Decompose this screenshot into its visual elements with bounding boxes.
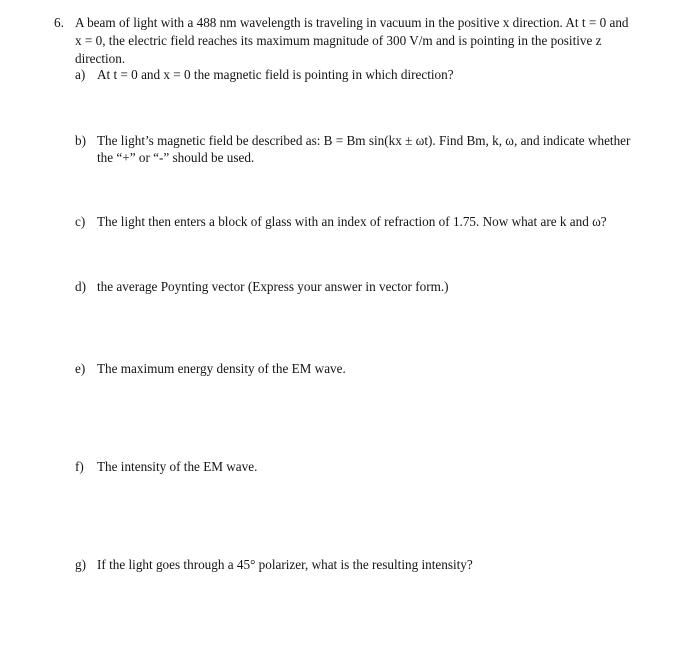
- problem-line: x = 0, the electric field reaches its maximum magnitude of 300 V/m and is pointing in the positive z: [75, 33, 602, 48]
- part-text: the average Poynting vector (Express your answer in vector form.): [97, 279, 449, 294]
- problem-statement: [75, 14, 675, 68]
- part-text: The light’s magnetic field be described as: B = Bm sin(kx ± ωt). Find Bm, k, ω, and indicate whether: [97, 133, 631, 148]
- question-part-g: [75, 556, 473, 573]
- part-label: b): [75, 133, 86, 148]
- part-label: c): [75, 214, 86, 229]
- part-label: d): [75, 279, 86, 294]
- problem-number: 6.: [54, 15, 64, 30]
- question-part-a: [75, 66, 454, 83]
- part-label: a): [75, 67, 86, 82]
- part-label: e): [75, 361, 86, 376]
- problem-line: direction.: [75, 51, 126, 66]
- part-text: If the light goes through a 45° polarizer, what is the resulting intensity?: [97, 557, 473, 572]
- part-text: The intensity of the EM wave.: [97, 459, 258, 474]
- problem-line: A beam of light with a 488 nm wavelength is traveling in vacuum in the positive x direction. At t = 0 and: [75, 15, 629, 30]
- part-label: g): [75, 557, 86, 572]
- question-part-d: [75, 278, 449, 295]
- question-part-b: [75, 132, 630, 166]
- part-label: f): [75, 459, 84, 474]
- part-text: the “+” or “-” should be used.: [97, 150, 255, 165]
- question-part-f: [75, 458, 257, 475]
- part-text: The light then enters a block of glass with an index of refraction of 1.75. Now what are k and ω?: [97, 214, 607, 229]
- question-part-c: [75, 213, 607, 230]
- question-part-e: [75, 360, 346, 377]
- part-text: The maximum energy density of the EM wave.: [97, 361, 346, 376]
- part-text: At t = 0 and x = 0 the magnetic field is pointing in which direction?: [97, 67, 454, 82]
